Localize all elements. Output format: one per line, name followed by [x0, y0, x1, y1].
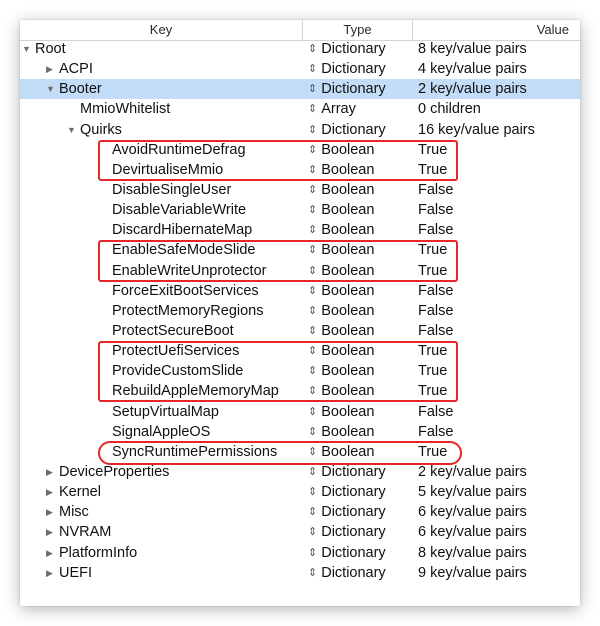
type-popup-arrows-icon[interactable]: ⇕	[308, 445, 318, 458]
key-label[interactable]: Root	[35, 41, 66, 57]
type-cell[interactable]	[308, 79, 386, 99]
disclosure-closed-icon[interactable]: ▶	[46, 527, 53, 538]
value-cell[interactable]: False	[418, 282, 454, 299]
disclosure-open-icon[interactable]: ▼	[22, 44, 31, 54]
type-label: Boolean	[321, 423, 375, 440]
type-popup-arrows-icon[interactable]: ⇕	[308, 123, 318, 136]
type-popup-arrows-icon[interactable]: ⇕	[308, 103, 318, 116]
key-label[interactable]: NVRAM	[59, 524, 112, 541]
key-label[interactable]: SetupVirtualMap	[112, 403, 219, 420]
type-popup-arrows-icon[interactable]: ⇕	[308, 304, 318, 317]
table-row[interactable]	[20, 99, 580, 119]
value-cell[interactable]: True	[418, 161, 448, 178]
value-cell[interactable]: False	[418, 423, 454, 440]
type-popup-arrows-icon[interactable]: ⇕	[308, 284, 318, 297]
value-cell[interactable]: False	[418, 403, 454, 420]
key-label[interactable]: Kernel	[59, 484, 101, 501]
key-cell	[20, 563, 92, 583]
type-label: Boolean	[321, 141, 375, 158]
type-cell[interactable]	[308, 39, 386, 59]
value-cell[interactable]: False	[418, 222, 454, 239]
column-header-key[interactable]: Key	[20, 20, 303, 40]
table-row[interactable]	[20, 79, 580, 99]
type-popup-arrows-icon[interactable]: ⇕	[308, 526, 318, 539]
value-cell[interactable]: 8 key/value pairs	[418, 544, 527, 561]
type-cell[interactable]	[308, 180, 374, 200]
type-cell[interactable]	[308, 502, 386, 522]
highlight-box-4	[98, 441, 462, 465]
table-row[interactable]	[20, 563, 580, 583]
type-label: Dictionary	[321, 504, 386, 521]
disclosure-open-icon[interactable]: ▼	[67, 124, 76, 135]
type-popup-arrows-icon[interactable]: ⇕	[308, 385, 318, 398]
type-label: Dictionary	[321, 524, 386, 541]
type-label: Boolean	[321, 222, 375, 239]
key-label[interactable]: ProtectMemoryRegions	[112, 302, 264, 319]
type-cell[interactable]	[308, 200, 374, 220]
table-row[interactable]	[20, 39, 580, 59]
type-popup-arrows-icon[interactable]: ⇕	[308, 566, 318, 579]
value-cell[interactable]: 6 key/value pairs	[418, 524, 527, 541]
type-popup-arrows-icon[interactable]: ⇕	[308, 486, 318, 499]
value-cell[interactable]: 5 key/value pairs	[418, 484, 527, 501]
type-label: Boolean	[321, 181, 375, 198]
plist-editor-window	[20, 20, 580, 606]
type-cell[interactable]	[308, 321, 374, 341]
value-cell[interactable]: 16 key/value pairs	[418, 121, 535, 138]
type-popup-arrows-icon[interactable]: ⇕	[308, 506, 318, 519]
key-label[interactable]: DevirtualiseMmio	[112, 161, 224, 178]
value-cell[interactable]: 0 children	[418, 101, 481, 118]
type-label: Boolean	[321, 343, 375, 360]
type-cell[interactable]	[308, 422, 374, 442]
type-popup-arrows-icon[interactable]: ⇕	[308, 143, 318, 156]
type-popup-arrows-icon[interactable]: ⇕	[308, 425, 318, 438]
type-label: Boolean	[321, 202, 375, 219]
value-cell[interactable]: True	[418, 242, 448, 259]
disclosure-closed-icon[interactable]: ▶	[46, 567, 53, 578]
key-cell	[20, 220, 252, 240]
type-label: Array	[321, 101, 356, 118]
table-row[interactable]	[20, 422, 580, 442]
value-cell[interactable]: False	[418, 181, 454, 198]
type-popup-arrows-icon[interactable]: ⇕	[308, 204, 318, 217]
key-label[interactable]: DiscardHibernateMap	[112, 222, 253, 239]
type-cell[interactable]	[308, 281, 374, 301]
type-popup-arrows-icon[interactable]: ⇕	[308, 224, 318, 237]
type-label: Boolean	[321, 322, 375, 339]
key-cell	[20, 39, 66, 59]
type-label: Dictionary	[321, 41, 386, 57]
key-cell	[20, 79, 102, 99]
table-row[interactable]	[20, 482, 580, 502]
key-cell	[20, 321, 234, 341]
table-row[interactable]	[20, 301, 580, 321]
value-cell[interactable]: True	[418, 363, 448, 380]
key-label[interactable]: DisableVariableWrite	[112, 202, 247, 219]
key-label[interactable]: RebuildAppleMemoryMap	[112, 383, 279, 400]
key-label[interactable]: MmioWhitelist	[80, 101, 171, 118]
key-label[interactable]: AvoidRuntimeDefrag	[112, 141, 246, 158]
type-popup-arrows-icon[interactable]: ⇕	[308, 345, 318, 358]
table-row[interactable]	[20, 120, 580, 140]
type-label: Dictionary	[321, 61, 386, 78]
column-header-type[interactable]: Type	[303, 20, 413, 40]
type-popup-arrows-icon[interactable]: ⇕	[308, 244, 318, 257]
key-label[interactable]: ProvideCustomSlide	[112, 363, 244, 380]
type-cell[interactable]	[308, 120, 386, 140]
type-label: Boolean	[321, 443, 375, 460]
key-cell	[20, 281, 259, 301]
key-cell	[20, 482, 101, 502]
key-label[interactable]: UEFI	[59, 564, 93, 581]
value-cell[interactable]: True	[418, 141, 448, 158]
type-label: Boolean	[321, 403, 375, 420]
plist-outline	[20, 39, 580, 583]
key-label[interactable]: ForceExitBootServices	[112, 282, 259, 299]
type-cell[interactable]	[308, 402, 374, 422]
key-label[interactable]: ProtectSecureBoot	[112, 322, 234, 339]
type-label: Dictionary	[321, 463, 386, 480]
type-label: Dictionary	[321, 484, 386, 501]
value-cell[interactable]: True	[418, 443, 448, 460]
disclosure-closed-icon[interactable]: ▶	[46, 487, 53, 498]
key-label[interactable]: DisableSingleUser	[112, 181, 232, 198]
type-popup-arrows-icon[interactable]: ⇕	[308, 183, 318, 196]
value-cell[interactable]: 2 key/value pairs	[418, 81, 527, 98]
key-cell	[20, 543, 137, 563]
key-label[interactable]: Quirks	[80, 121, 122, 138]
key-label[interactable]: EnableSafeModeSlide	[112, 242, 256, 259]
type-popup-arrows-icon[interactable]: ⇕	[308, 264, 318, 277]
table-row[interactable]	[20, 281, 580, 301]
type-cell[interactable]	[308, 59, 386, 79]
type-label: Dictionary	[321, 81, 386, 98]
table-row[interactable]	[20, 502, 580, 522]
value-cell[interactable]: 6 key/value pairs	[418, 504, 527, 521]
table-row[interactable]	[20, 543, 580, 563]
value-cell[interactable]: False	[418, 322, 454, 339]
highlight-box-3	[98, 341, 458, 402]
type-popup-arrows-icon[interactable]: ⇕	[308, 163, 318, 176]
disclosure-closed-icon[interactable]: ▶	[46, 64, 53, 75]
type-popup-arrows-icon[interactable]: ⇕	[308, 546, 318, 559]
key-cell	[20, 522, 111, 542]
type-cell[interactable]	[308, 220, 374, 240]
type-popup-arrows-icon[interactable]: ⇕	[308, 405, 318, 418]
type-cell[interactable]	[308, 99, 356, 119]
type-label: Boolean	[321, 161, 375, 178]
type-label: Boolean	[321, 282, 375, 299]
disclosure-closed-icon[interactable]: ▶	[46, 466, 53, 477]
value-cell[interactable]: True	[418, 262, 448, 279]
disclosure-closed-icon[interactable]: ▶	[46, 507, 53, 518]
key-label[interactable]: SyncRuntimePermissions	[112, 443, 278, 460]
key-label[interactable]: PlatformInfo	[59, 544, 138, 561]
key-cell	[20, 99, 170, 119]
type-popup-arrows-icon[interactable]: ⇕	[308, 63, 318, 76]
type-popup-arrows-icon[interactable]: ⇕	[308, 83, 318, 96]
value-cell[interactable]: 9 key/value pairs	[418, 564, 527, 581]
value-cell[interactable]: False	[418, 302, 454, 319]
key-cell	[20, 180, 231, 200]
key-label[interactable]: DeviceProperties	[59, 463, 170, 480]
type-cell[interactable]	[308, 543, 386, 563]
value-cell[interactable]: 4 key/value pairs	[418, 61, 527, 78]
type-label: Boolean	[321, 363, 375, 380]
key-cell	[20, 120, 122, 140]
key-label[interactable]: SignalAppleOS	[112, 423, 211, 440]
type-label: Boolean	[321, 302, 375, 319]
type-popup-arrows-icon[interactable]: ⇕	[308, 465, 318, 478]
type-label: Dictionary	[321, 121, 386, 138]
type-label: Dictionary	[321, 544, 386, 561]
type-label: Boolean	[321, 242, 375, 259]
key-label[interactable]: ProtectUefiServices	[112, 343, 240, 360]
type-cell[interactable]	[308, 563, 386, 583]
type-cell[interactable]	[308, 522, 386, 542]
table-row[interactable]	[20, 220, 580, 240]
type-label: Dictionary	[321, 564, 386, 581]
key-label[interactable]: Booter	[59, 81, 102, 98]
type-cell[interactable]	[308, 301, 374, 321]
highlight-box-2	[98, 240, 458, 282]
type-label: Boolean	[321, 262, 375, 279]
table-row[interactable]	[20, 522, 580, 542]
value-cell[interactable]: 8 key/value pairs	[418, 41, 527, 57]
type-popup-arrows-icon[interactable]: ⇕	[308, 324, 318, 337]
type-label: Boolean	[321, 383, 375, 400]
table-row[interactable]	[20, 180, 580, 200]
value-cell[interactable]: False	[418, 202, 454, 219]
value-cell[interactable]: 2 key/value pairs	[418, 463, 527, 480]
key-label[interactable]: ACPI	[59, 61, 93, 78]
highlight-box-1	[98, 140, 458, 181]
key-label[interactable]: Misc	[59, 504, 89, 521]
value-cell[interactable]: True	[418, 383, 448, 400]
key-cell	[20, 59, 93, 79]
table-row[interactable]	[20, 402, 580, 422]
key-label[interactable]: EnableWriteUnprotector	[112, 262, 267, 279]
table-row[interactable]	[20, 321, 580, 341]
table-row[interactable]	[20, 59, 580, 79]
type-cell[interactable]	[308, 482, 386, 502]
type-popup-arrows-icon[interactable]: ⇕	[308, 43, 318, 55]
value-cell[interactable]: True	[418, 343, 448, 360]
type-popup-arrows-icon[interactable]: ⇕	[308, 365, 318, 378]
disclosure-open-icon[interactable]: ▼	[46, 84, 55, 95]
column-header	[20, 20, 580, 41]
table-row[interactable]	[20, 200, 580, 220]
key-cell	[20, 422, 210, 442]
column-header-value[interactable]: Value	[536, 22, 569, 37]
key-cell	[20, 301, 264, 321]
key-cell	[20, 502, 89, 522]
key-cell	[20, 200, 246, 220]
key-cell	[20, 402, 219, 422]
disclosure-closed-icon[interactable]: ▶	[46, 547, 53, 558]
